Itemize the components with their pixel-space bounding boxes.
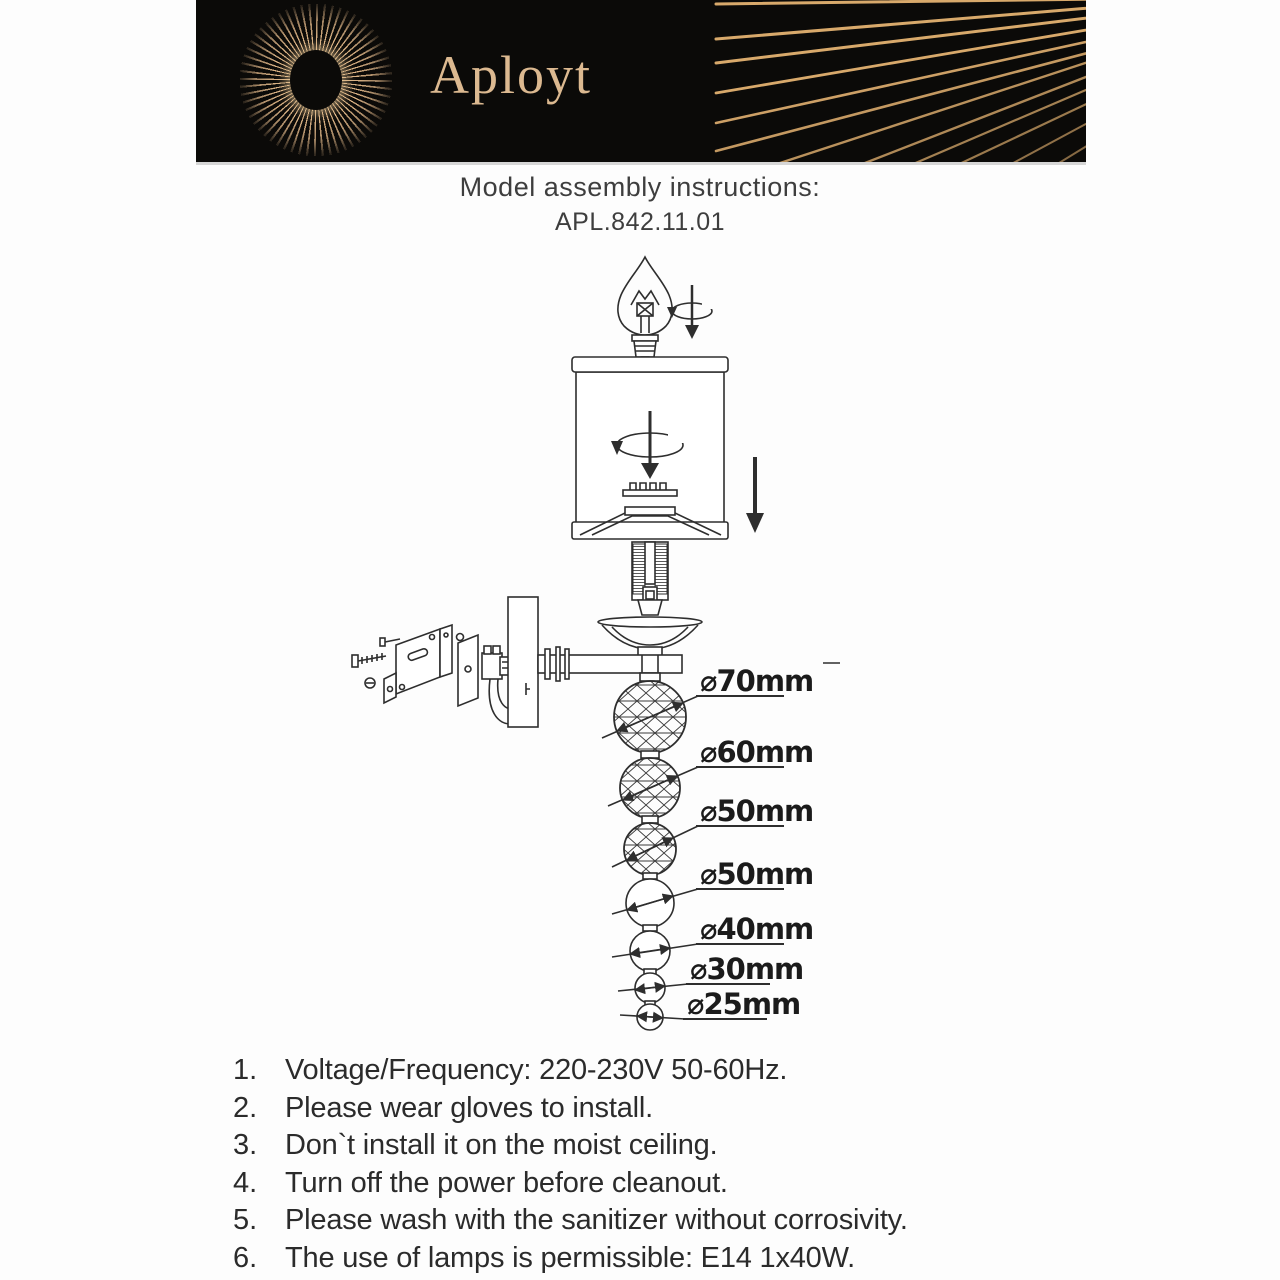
instruction-item — [233, 1206, 1113, 1236]
socket-clip — [632, 542, 668, 615]
diameter-label-50b: ⌀50mm — [700, 857, 814, 891]
title-block — [0, 172, 1280, 237]
instruction-item — [233, 1091, 1113, 1124]
diameter-labels — [687, 664, 813, 1021]
instructions-list — [233, 1056, 1113, 1280]
instruction-number: 2. — [233, 1091, 258, 1124]
instruction-text: Please wear gloves to install. — [285, 1091, 653, 1124]
instruction-number: 3. — [233, 1129, 258, 1162]
decorative-rays-icon — [196, 0, 1086, 162]
instruction-item — [233, 1241, 1113, 1274]
bobeche-saucer — [598, 617, 702, 657]
diameter-label-60: ⌀60mm — [700, 735, 814, 769]
assembly-diagram — [340, 245, 880, 1045]
wall-bracket-assembly — [352, 625, 532, 724]
rotate-bulb-icon — [667, 285, 718, 339]
brand-banner — [196, 0, 1086, 165]
page-title: Model assembly instructions: — [459, 172, 821, 202]
instruction-number: 4. — [233, 1166, 258, 1199]
diameter-label-70: ⌀70mm — [700, 664, 814, 698]
diameter-label-30: ⌀30mm — [690, 952, 804, 986]
instruction-number: 1. — [233, 1054, 258, 1086]
brand-name: Aployt — [430, 45, 593, 105]
model-number: APL.842.11.01 — [554, 208, 726, 236]
instruction-text: The use of lamps is permissible: E14 1x40W. — [285, 1241, 856, 1274]
instruction-item — [233, 1056, 1113, 1086]
crystal-ball-stack — [614, 681, 686, 1030]
diameter-label-25: ⌀25mm — [687, 987, 801, 1021]
instruction-item — [233, 1166, 1113, 1199]
diameter-label-40: ⌀40mm — [700, 912, 814, 946]
diameter-label-50a: ⌀50mm — [700, 794, 814, 828]
slide-down-arrow-icon — [746, 457, 764, 533]
instruction-text: Turn off the power before cleanout. — [285, 1166, 728, 1199]
instruction-item — [233, 1131, 1113, 1161]
instruction-text: Voltage/Frequency: 220-230V 50-60Hz. — [285, 1054, 788, 1086]
instruction-text: Please wash with the sanitizer without corrosivity. — [285, 1204, 908, 1237]
instruction-number: 5. — [233, 1204, 258, 1237]
instruction-number: 6. — [233, 1241, 258, 1274]
candle-bulb — [618, 257, 672, 363]
instruction-text: Don`t install it on the moist ceiling. — [285, 1129, 718, 1162]
